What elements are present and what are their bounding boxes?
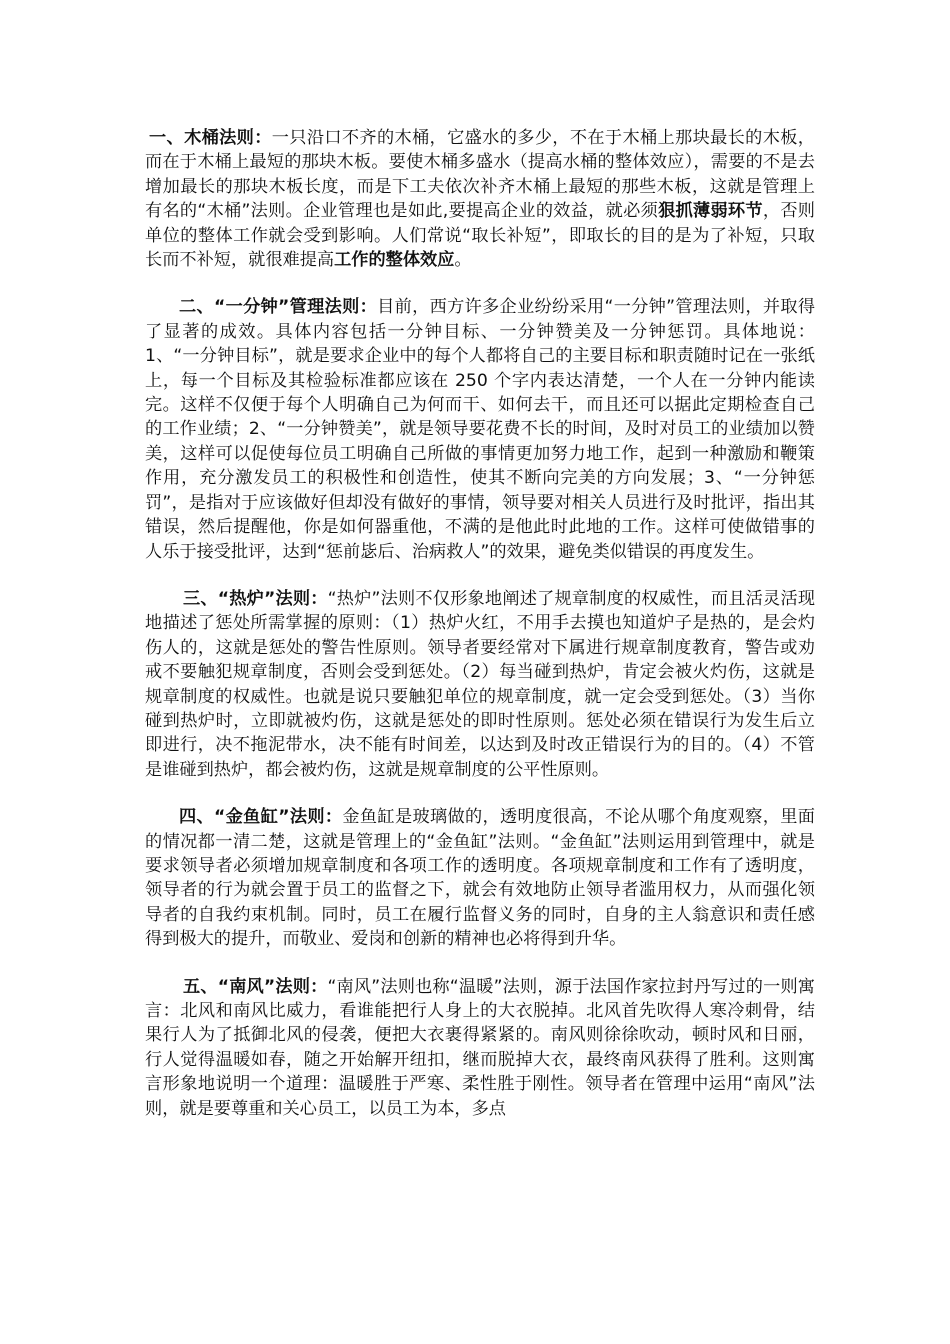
- section-hot-stove-law: [145, 587, 815, 782]
- section-title: 四、“金鱼缸”法则：: [179, 807, 343, 828]
- document-page: [145, 126, 815, 1121]
- section-title: 二、“一分钟”管理法则：: [179, 297, 378, 318]
- section-title: 五、“南风”法则：: [183, 976, 328, 997]
- emphasis-text: 狠抓薄弱环节: [658, 201, 763, 222]
- body-text: 金鱼缸是玻璃做的，透明度很高，不论从哪个角度观察，里面的情况都一清二楚，这就是管理上的“金鱼缸”法则。“金鱼缸”法则运用到管理中，就是要求领导者必须增加规章制度和各项工作的透明度。各项规章制度和工作有了透明度，领导者的行为就会置于员工的监督之下，就会有效地防止领导者滥用权力，从而强化领导者的自我约束机制。同时，员工在履行监督义务的同时，自身的主人翁意识和责任感得到极大的提升，而敬业、爱岗和创新的精神也必将得到升华。: [145, 807, 815, 950]
- body-text: “南风”法则也称“温暖”法则，源于法国作家拉封丹写过的一则寓言：北风和南风比威力，看谁能把行人身上的大衣脱掉。北风首先吹得人寒冷刺骨，结果行人为了抵御北风的侵袭，便把大衣裹得紧紧的。南风则徐徐吹动，顿时风和日丽，行人觉得温暖如春，随之开始解开纽扣，继而脱掉大衣，最终南风获得了胜利。这则寓言形象地说明一个道理：温暖胜于严寒、柔性胜于刚性。领导者在管理中运用“南风”法则，就是要尊重和关心员工，以员工为本，多点: [145, 976, 815, 1119]
- body-text: “热炉”法则不仅形象地阐述了规章制度的权威性，而且活灵活现地描述了惩处所需掌握的原则：（1）热炉火红，不用手去摸也知道炉子是热的，是会灼伤人的，这就是惩处的警告性原则。领导者要经常对下属进行规章制度教育，警告或劝戒不要触犯规章制度，否则会受到惩处。（2）每当碰到热炉，肯定会被火灼伤，这就是规章制度的权威性。也就是说只要触犯单位的规章制度，就一定会受到惩处。（3）当你碰到热炉时，立即就被灼伤，这就是惩处的即时性原则。惩处必须在错误行为发生后立即进行，决不拖泥带水，决不能有时间差，以达到及时改正错误行为的目的。（4）不管是谁碰到热炉，都会被灼伤，这就是规章制度的公平性原则。: [145, 588, 816, 780]
- section-title: 一、木桶法则：: [149, 128, 272, 148]
- section-title: 三、“热炉”法则：: [183, 588, 328, 609]
- section-one-minute-law: [145, 295, 815, 563]
- section-south-wind-law: [145, 975, 815, 1121]
- body-text: ，否则单位的整体工作就会受到影响。人们常说“取长补短”，即取长的目的是为了补短，只取长而不补短，就很难提高: [145, 201, 815, 271]
- body-text: 。: [454, 250, 472, 271]
- body-text: 目前，西方许多企业纷纷采用“一分钟”管理法则，并取得了显著的成效。具体内容包括一分钟目标、一分钟赞美及一分钟惩罚。具体地说：1、“一分钟目标”，就是要求企业中的每个人都将自己的主要目标和职责随时记在一张纸上，每一个目标及其检验标准都应该在 250 个字内表达清楚，一个人在一分钟内能读完。这样不仅便于每个人明确自己为何而干、如何去干，而且还可以据此定期检查自己的工作业绩；2、“一分钟赞美”，就是领导要花费不长的时间，及时对员工的业绩加以赞美，这样可以促使每位员工明确自己所做的事情更加努力地工作，起到一种激励和鞭策作用，充分激发员工的积极性和创造性，使其不断向完美的方向发展；3、“一分钟惩罚”，是指对于应该做好但却没有做好的事情，领导要对相关人员进行及时批评，指出其错误，然后提醒他，你是如何器重他，不满的是他此时此地的工作。这样可使做错事的人乐于接受批评，达到“惩前毖后、治病救人”的效果，避免类似错误的再度发生。: [145, 297, 816, 562]
- emphasis-text: 工作的整体效应: [334, 250, 455, 271]
- body-text: 一只沿口不齐的木桶，它盛水的多少，不在于木桶上那块最长的木板，而在于木桶上最短的那块木板。要使木桶多盛水（提高水桶的整体效应），需要的不是去增加最长的那块木板长度，而是下工夫依次补齐木桶上最短的那些木板，这就是管理上有名的“木桶”法则。企业管理也是如此,要提高企业的效益，就必须: [145, 128, 815, 222]
- section-fishbowl-law: [145, 805, 815, 951]
- section-bucket-law: [145, 126, 815, 272]
